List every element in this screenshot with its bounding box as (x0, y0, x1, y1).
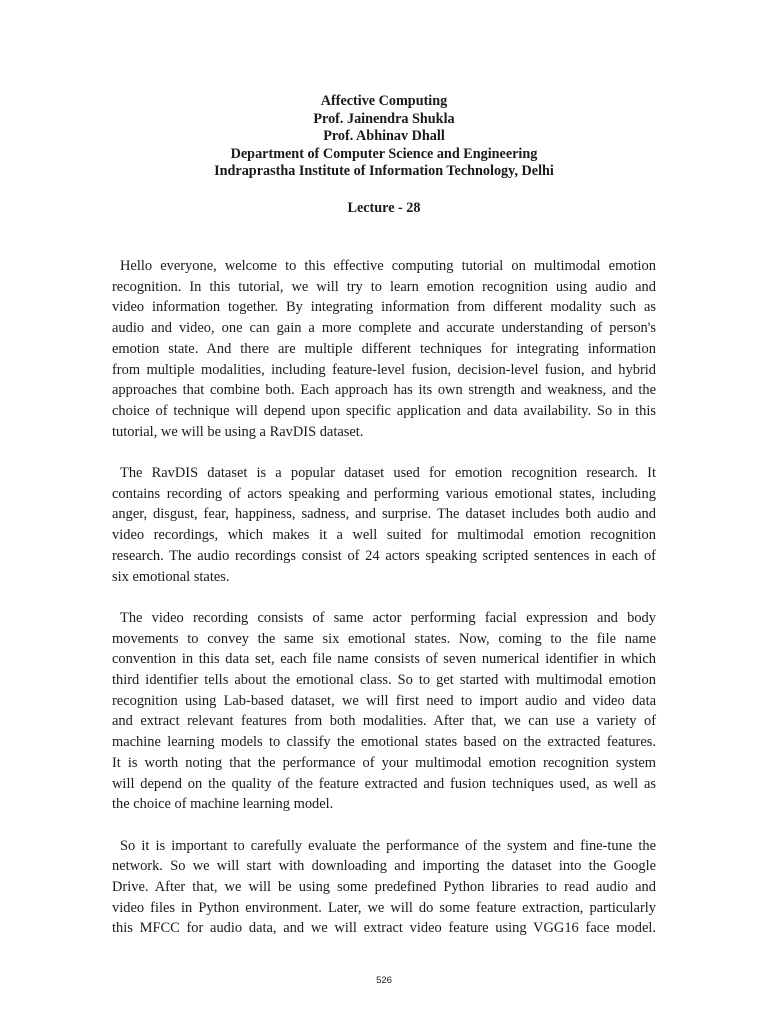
text-line: research. The audio recordings consist of 24 actors speaking scripted sentences in each of (112, 547, 656, 564)
text-line: audio and video, one can gain a more complete and accurate understanding of person's (112, 320, 656, 337)
body-paragraph (112, 463, 656, 587)
transcript-body (112, 256, 656, 960)
text-line: video recordings, which makes it a well suited for multimodal emotion recognition (112, 527, 656, 544)
text-line: this MFCC for audio data, and we will extract video feature using VGG16 face model. (112, 920, 656, 937)
professor-name: Prof. Abhinav Dhall (323, 128, 445, 144)
professor-name: Prof. Jainendra Shukla (313, 110, 455, 127)
lecture-number: Lecture - 28 (347, 200, 421, 216)
text-line: The video recording consists of same actor performing facial expression and body (120, 609, 656, 626)
body-paragraph (112, 836, 656, 940)
text-line: from multiple modalities, including feature-level fusion, decision-level fusion, and hybrid (112, 361, 656, 378)
text-line: network. So we will start with downloading and importing the dataset into the Google (112, 858, 656, 875)
text-line: approaches that combine both. Each approach has its own strength and weakness, and the (112, 382, 656, 399)
text-line: The RavDIS dataset is a popular dataset used for emotion recognition research. It (120, 465, 656, 482)
text-line: choice of technique will depend upon specific application and data availability. So in this (112, 402, 656, 419)
document-header (0, 93, 768, 181)
text-line: six emotional states. (112, 568, 230, 585)
page-number: 526 (376, 975, 392, 986)
text-line: emotion state. And there are multiple different techniques for integrating information (112, 340, 656, 357)
text-line: tutorial, we will be using a RavDIS dataset. (112, 423, 364, 440)
text-line: video information together. By integrating information from different modality such as (112, 299, 656, 316)
text-line: Hello everyone, welcome to this effective computing tutorial on multimodal emotion (120, 258, 656, 274)
text-line: recognition using Lab-based dataset, we will first need to import audio and video data (112, 692, 656, 709)
body-paragraph (112, 608, 656, 815)
text-line: recognition. In this tutorial, we will try to learn emotion recognition using audio and (112, 278, 656, 295)
text-line: anger, disgust, fear, happiness, sadness, and surprise. The dataset includes both audio and (112, 506, 656, 523)
department-name: Department of Computer Science and Engineering (230, 145, 538, 162)
body-paragraph (112, 256, 656, 442)
text-line: will depend on the quality of the feature extracted and fusion techniques used, as well as (112, 775, 656, 792)
institute-name: Indraprastha Institute of Information Technology, Delhi (214, 163, 554, 179)
text-line: contains recording of actors speaking and performing various emotional states, including (112, 485, 656, 502)
course-title: Affective Computing (320, 93, 448, 109)
text-line: convention in this data set, each file name consists of seven numerical identifier in which (112, 651, 656, 668)
text-line: video files in Python environment. Later, we will do some feature extraction, particularly (112, 899, 656, 916)
text-line: machine learning models to classify the emotional states based on the extracted features. (112, 734, 656, 751)
text-line: Drive. After that, we will be using some predefined Python libraries to read audio and (112, 879, 656, 896)
text-line: So it is important to carefully evaluate the performance of the system and fine-tune the (120, 837, 656, 854)
text-line: and extract relevant features from both modalities. After that, we can use a variety of (112, 713, 656, 730)
text-line: the choice of machine learning model. (112, 796, 334, 813)
text-line: movements to convey the same six emotional states. Now, coming to the file name (112, 630, 656, 647)
text-line: third identifier tells about the emotional class. So to get started with multimodal emotion (112, 672, 656, 689)
text-line: It is worth noting that the performance of your multimodal emotion recognition system (112, 754, 656, 771)
